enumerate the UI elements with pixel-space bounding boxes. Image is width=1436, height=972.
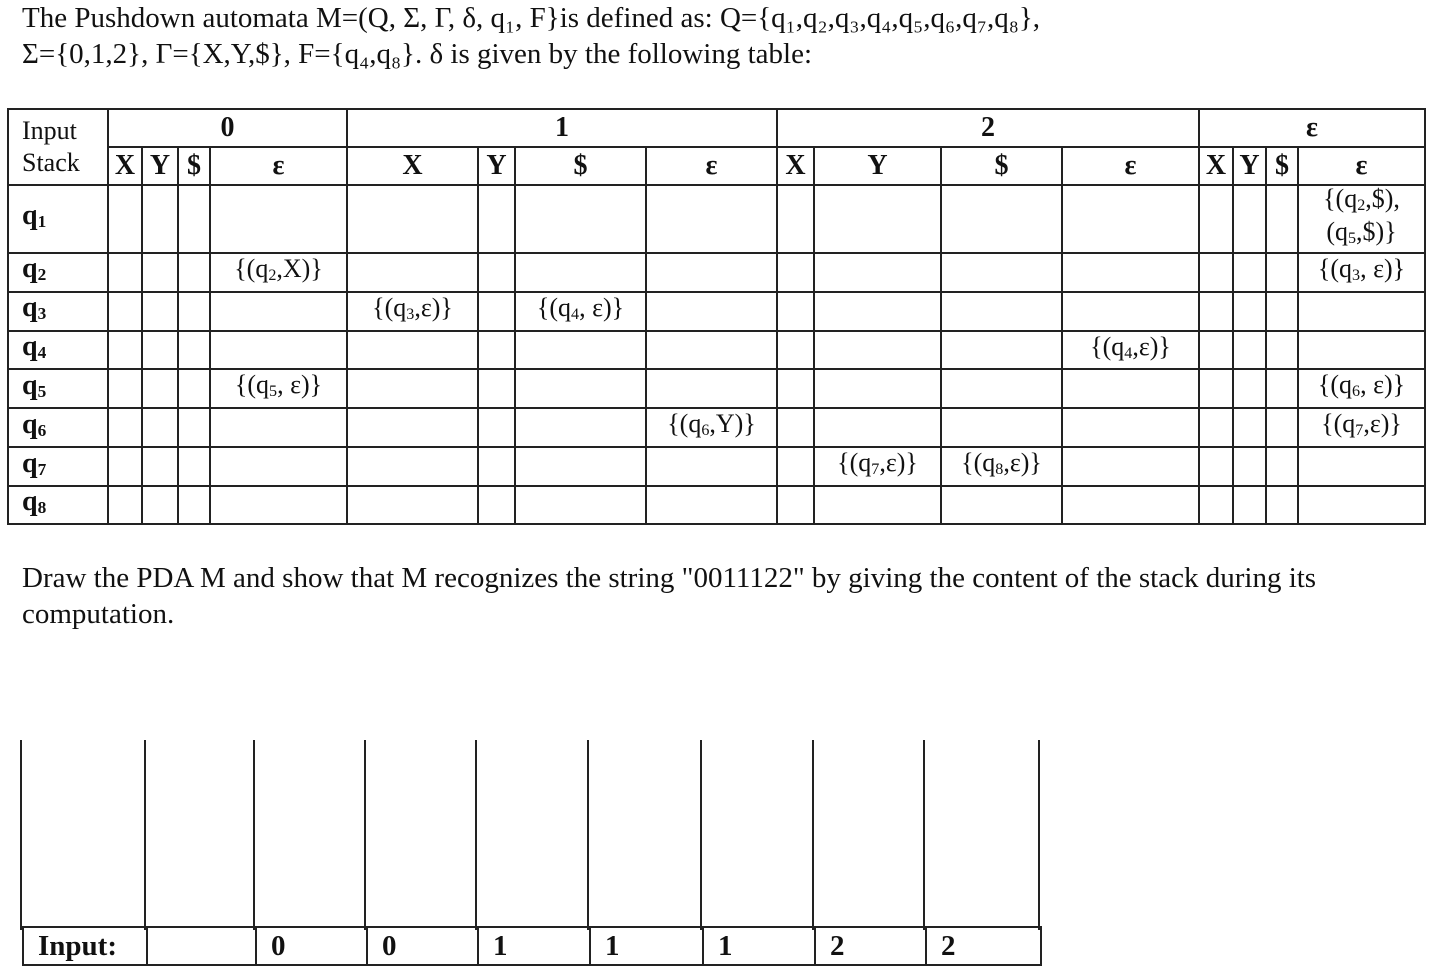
input-header-epsilon: ε [1199, 109, 1425, 147]
transition-cell [1199, 447, 1233, 486]
transition-cell [1199, 331, 1233, 370]
transition-cell [814, 486, 941, 524]
stack-symbol-header: Y [142, 147, 178, 185]
input-symbol-cell: 1 [478, 927, 590, 965]
transition-cell [1298, 486, 1425, 524]
transition-cell [178, 292, 210, 331]
stack-divider [20, 740, 22, 930]
transition-cell [178, 185, 210, 253]
transition-cell [1233, 486, 1266, 524]
transition-cell [210, 331, 347, 370]
transition-cell [777, 185, 814, 253]
transition-cell [777, 486, 814, 524]
input-header-0: 0 [108, 109, 347, 147]
input-stack-label [8, 109, 108, 185]
transition-cell [478, 408, 515, 447]
transition-cell [210, 486, 347, 524]
transition-cell [941, 253, 1062, 292]
stack-header-row [8, 147, 1425, 185]
transition-cell [210, 408, 347, 447]
input-label: Input [22, 116, 77, 145]
transition-cell: {(q3,ε)} [347, 292, 478, 331]
transition-cell [108, 253, 142, 292]
stack-symbol-header: $ [941, 147, 1062, 185]
transition-cell [347, 369, 478, 408]
transition-cell [1298, 292, 1425, 331]
transition-cell [1233, 331, 1266, 370]
transition-cell [515, 486, 646, 524]
transition-cell [941, 486, 1062, 524]
transition-cell [646, 369, 777, 408]
stack-symbol-header: $ [178, 147, 210, 185]
stack-divider [1038, 740, 1040, 930]
transition-cell [1199, 408, 1233, 447]
intro-line-1: The Pushdown automata M=(Q, Σ, Γ, δ, q₁, F}is defined as: Q={q₁,q₂,q₃,q₄,q₅,q₆,q₇,q₈}, [22, 2, 1040, 34]
transition-cell [347, 447, 478, 486]
stack-divider [253, 740, 255, 930]
transition-cell [142, 292, 178, 331]
transition-cell [178, 253, 210, 292]
transition-cell [108, 447, 142, 486]
transition-cell [108, 369, 142, 408]
stack-symbol-header: X [108, 147, 142, 185]
transition-cell [1062, 292, 1199, 331]
state-label: q6 [8, 408, 108, 447]
state-row [8, 292, 1425, 331]
question-text: Draw the PDA M and show that M recognizes the string "0011122" by giving the content of the stack during its computation. [22, 562, 1317, 630]
state-row [8, 253, 1425, 292]
transition-cell [777, 369, 814, 408]
transition-cell [515, 331, 646, 370]
transition-cell [1266, 486, 1298, 524]
input-symbol-cell: 2 [926, 927, 1041, 965]
input-string-row [22, 926, 1042, 966]
transition-cell: {(q6, ε)} [1298, 369, 1425, 408]
transition-cell [941, 292, 1062, 331]
transition-cell [1062, 486, 1199, 524]
transition-cell [108, 331, 142, 370]
transition-cell [1266, 447, 1298, 486]
stack-divider [364, 740, 366, 930]
state-label: q7 [8, 447, 108, 486]
transition-cell: {(q4, ε)} [515, 292, 646, 331]
transition-cell [178, 447, 210, 486]
transition-cell [178, 408, 210, 447]
transition-cell [108, 185, 142, 253]
stack-divider [923, 740, 925, 930]
transition-cell [178, 331, 210, 370]
intro-line-2: Σ={0,1,2}, Γ={X,Y,$}, F={q₄,q₈}. δ is given by the following table: [22, 38, 813, 70]
input-header-1: 1 [347, 109, 777, 147]
stack-symbol-header: X [347, 147, 478, 185]
transition-cell: {(q2,$),(q5,$)} [1298, 185, 1425, 253]
transition-table [7, 108, 1426, 525]
input-symbol-cell: 2 [815, 927, 926, 965]
transition-cell [941, 331, 1062, 370]
transition-cell [1266, 331, 1298, 370]
transition-cell [1199, 369, 1233, 408]
transition-cell [941, 185, 1062, 253]
stack-divider [144, 740, 146, 930]
transition-cell [515, 408, 646, 447]
transition-cell [347, 253, 478, 292]
transition-cell [515, 185, 646, 253]
transition-cell [108, 408, 142, 447]
stack-symbol-header: Y [478, 147, 515, 185]
transition-cell [347, 408, 478, 447]
state-label: q5 [8, 369, 108, 408]
state-row [8, 331, 1425, 370]
transition-cell [1233, 447, 1266, 486]
transition-cell [777, 253, 814, 292]
stack-divider [587, 740, 589, 930]
transition-cell [515, 447, 646, 486]
transition-cell [646, 486, 777, 524]
transition-cell [347, 185, 478, 253]
transition-cell [1062, 447, 1199, 486]
transition-cell [142, 253, 178, 292]
transition-cell [1199, 486, 1233, 524]
transition-cell [108, 292, 142, 331]
transition-cell: {(q4,ε)} [1062, 331, 1199, 370]
transition-cell [1233, 408, 1266, 447]
transition-cell [515, 369, 646, 408]
transition-cell [142, 486, 178, 524]
stack-label: Stack [22, 148, 80, 177]
state-label: q3 [8, 292, 108, 331]
state-label: q2 [8, 253, 108, 292]
transition-cell [814, 185, 941, 253]
transition-cell [1298, 447, 1425, 486]
transition-cell [1233, 292, 1266, 331]
transition-cell [814, 369, 941, 408]
transition-cell [777, 447, 814, 486]
transition-cell [1266, 253, 1298, 292]
transition-cell [515, 253, 646, 292]
input-symbol-cell: 0 [256, 927, 367, 965]
stack-symbol-header: Y [1233, 147, 1266, 185]
stack-symbol-header: X [777, 147, 814, 185]
transition-cell [814, 408, 941, 447]
transition-cell: {(q6,Y)} [646, 408, 777, 447]
input-symbol-cell [147, 927, 256, 965]
input-symbol-cell: 1 [703, 927, 815, 965]
stack-symbol-header: ε [1298, 147, 1425, 185]
transition-cell [142, 369, 178, 408]
input-header-2: 2 [777, 109, 1199, 147]
transition-cell [941, 369, 1062, 408]
transition-cell [646, 331, 777, 370]
transition-cell: {(q2,X)} [210, 253, 347, 292]
transition-cell [210, 447, 347, 486]
transition-cell [478, 331, 515, 370]
transition-cell [777, 408, 814, 447]
problem-statement [22, 0, 1040, 72]
state-row [8, 486, 1425, 524]
transition-cell [108, 486, 142, 524]
transition-cell [478, 292, 515, 331]
state-row [8, 408, 1425, 447]
input-label-cell: Input: [23, 927, 147, 965]
transition-cell [646, 292, 777, 331]
transition-cell: {(q5, ε)} [210, 369, 347, 408]
transition-cell [478, 486, 515, 524]
transition-cell [142, 447, 178, 486]
transition-cell: {(q7,ε)} [1298, 408, 1425, 447]
transition-cell [478, 369, 515, 408]
transition-cell [1062, 185, 1199, 253]
input-symbol-cell: 1 [590, 927, 703, 965]
transition-cell [646, 185, 777, 253]
transition-cell [1233, 253, 1266, 292]
transition-cell [777, 292, 814, 331]
transition-cell [1233, 185, 1266, 253]
transition-cell [1266, 408, 1298, 447]
transition-cell [1233, 369, 1266, 408]
transition-cell [178, 369, 210, 408]
transition-cell [1062, 369, 1199, 408]
stack-symbol-header: Y [814, 147, 941, 185]
state-row [8, 185, 1425, 253]
transition-cell [347, 331, 478, 370]
transition-cell [814, 253, 941, 292]
stack-divider [700, 740, 702, 930]
transition-cell [1266, 185, 1298, 253]
stack-symbol-header: ε [210, 147, 347, 185]
state-label: q1 [8, 185, 108, 253]
transition-cell [777, 331, 814, 370]
transition-cell [1199, 253, 1233, 292]
state-label: q4 [8, 331, 108, 370]
stack-divider [812, 740, 814, 930]
transition-cell [646, 253, 777, 292]
state-row [8, 369, 1425, 408]
transition-cell [1062, 408, 1199, 447]
transition-cell: {(q3, ε)} [1298, 253, 1425, 292]
input-symbol-cell: 0 [367, 927, 478, 965]
transition-cell [1199, 185, 1233, 253]
stack-divider [475, 740, 477, 930]
input-header-row [8, 109, 1425, 147]
transition-cell [347, 486, 478, 524]
transition-cell [478, 185, 515, 253]
transition-cell [210, 185, 347, 253]
stack-symbol-header: X [1199, 147, 1233, 185]
transition-cell [1199, 292, 1233, 331]
transition-cell [1298, 331, 1425, 370]
stack-symbol-header: ε [1062, 147, 1199, 185]
stack-symbol-header: ε [646, 147, 777, 185]
stack-symbol-header: $ [515, 147, 646, 185]
transition-cell [646, 447, 777, 486]
transition-cell [142, 185, 178, 253]
transition-cell [178, 486, 210, 524]
stack-symbol-header: $ [1266, 147, 1298, 185]
transition-cell [142, 331, 178, 370]
transition-cell [1266, 292, 1298, 331]
transition-cell [1266, 369, 1298, 408]
transition-cell: {(q7,ε)} [814, 447, 941, 486]
transition-cell [941, 408, 1062, 447]
transition-cell [814, 292, 941, 331]
state-row [8, 447, 1425, 486]
transition-cell [814, 331, 941, 370]
transition-cell [142, 408, 178, 447]
transition-cell [1062, 253, 1199, 292]
transition-cell [478, 253, 515, 292]
state-label: q8 [8, 486, 108, 524]
transition-cell [478, 447, 515, 486]
transition-cell [210, 292, 347, 331]
transition-cell: {(q8,ε)} [941, 447, 1062, 486]
